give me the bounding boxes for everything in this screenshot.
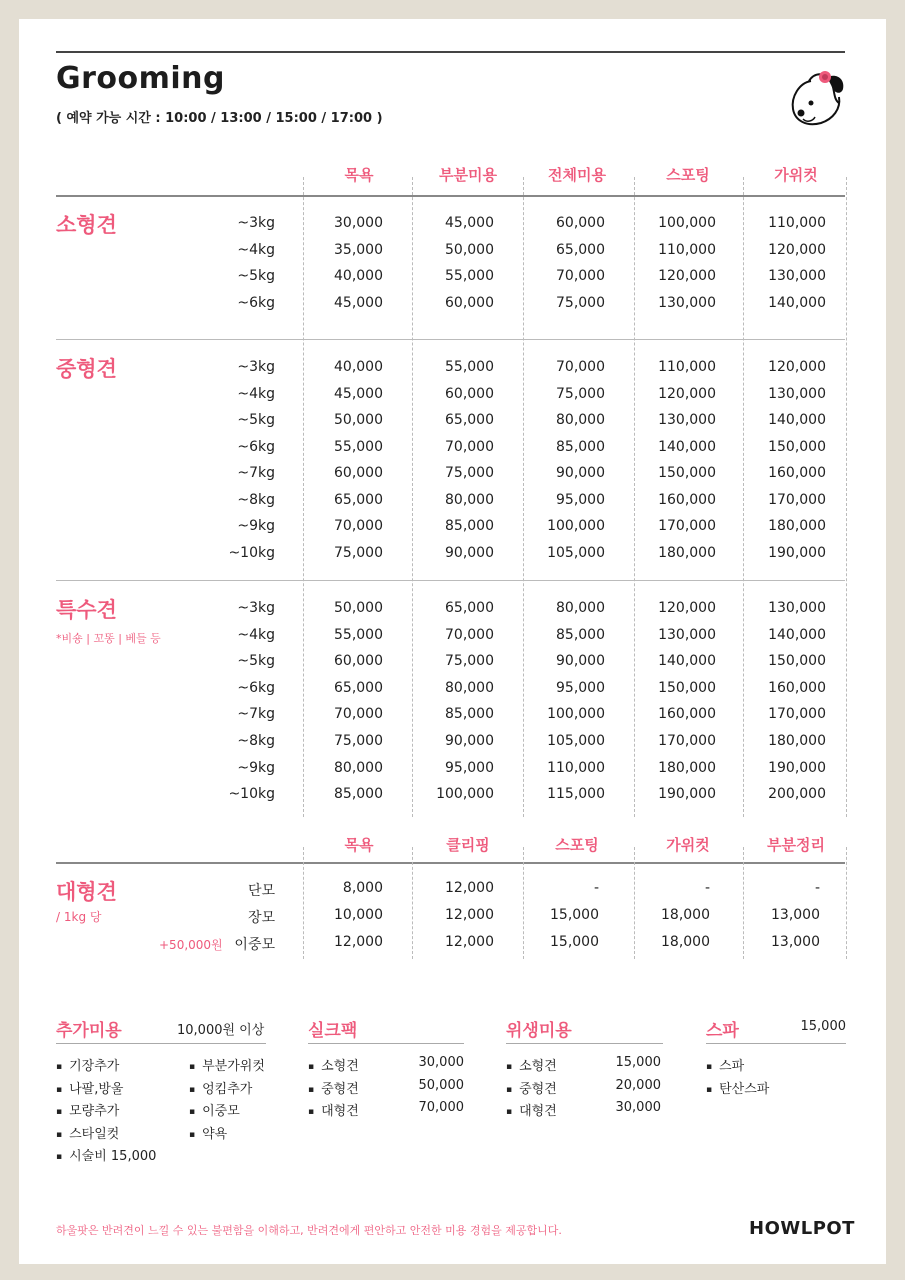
- price-cell: 140,000: [658, 438, 716, 455]
- price-cell: 110,000: [658, 241, 716, 258]
- weight-label: ~10kg: [228, 786, 275, 803]
- price-cell: 105,000: [547, 544, 605, 561]
- price-cell: 55,000: [445, 268, 494, 285]
- top-rule: [56, 51, 845, 53]
- column-header: 목욕: [344, 166, 374, 184]
- brand-logo: HOWLPOT: [749, 1218, 855, 1239]
- price-cell: 12,000: [445, 880, 494, 896]
- weight-label: ~7kg: [237, 706, 275, 723]
- price-cell: 60,000: [445, 385, 494, 402]
- price-cell: 100,000: [547, 518, 605, 534]
- price-cell: 75,000: [556, 385, 605, 402]
- weight-label: ~6kg: [237, 679, 275, 696]
- price-cell: -: [593, 880, 599, 896]
- price-cell: 45,000: [334, 385, 383, 402]
- price-cell: 150,000: [768, 438, 826, 455]
- weight-label: ~9kg: [237, 759, 275, 776]
- weight-label: ~5kg: [237, 653, 275, 670]
- coat-label: 장모: [247, 910, 275, 926]
- price-cell: 160,000: [658, 706, 716, 723]
- price-cell: 100,000: [658, 215, 716, 231]
- price-cell: 190,000: [658, 786, 716, 803]
- column-divider: [846, 847, 847, 959]
- hygiene-item-price: 30,000: [615, 1100, 661, 1115]
- price-cell: 70,000: [556, 268, 605, 285]
- weight-label: ~3kg: [237, 600, 275, 616]
- price-cell: -: [814, 880, 820, 896]
- weight-label: ~8kg: [237, 733, 275, 749]
- price-cell: 50,000: [334, 412, 383, 428]
- price-cell: 85,000: [445, 706, 494, 723]
- price-cell: 18,000: [661, 907, 710, 923]
- reservation-times: ( 예약 가능 시간 : 10:00 / 13:00 / 15:00 / 17:00 ): [56, 111, 383, 126]
- price-cell: 65,000: [334, 491, 383, 508]
- price-cell: 105,000: [547, 733, 605, 749]
- footer-message: 하울팟은 반려견이 느낄 수 있는 불편함을 이해하고, 반려견에게 편안하고 안전한 미용 경험을 제공합니다.: [56, 1224, 562, 1237]
- price-cell: 50,000: [445, 241, 494, 258]
- weight-label: ~9kg: [237, 518, 275, 534]
- price-cell: 55,000: [334, 438, 383, 455]
- hygiene-item-price: 15,000: [615, 1055, 661, 1070]
- price-cell: 115,000: [547, 786, 605, 803]
- section-rule: [308, 1043, 464, 1044]
- price-cell: 80,000: [556, 600, 605, 616]
- weight-label: ~8kg: [237, 491, 275, 508]
- extras-item: ▪ 시술비 15,000: [56, 1145, 156, 1164]
- spa-price: 15,000: [800, 1019, 846, 1034]
- column-header: 부분미용: [439, 166, 497, 184]
- price-cell: 12,000: [334, 934, 383, 950]
- price-cell: 130,000: [768, 385, 826, 402]
- column-header: 클리핑: [446, 836, 490, 854]
- price-cell: 90,000: [445, 544, 494, 561]
- price-cell: 150,000: [658, 465, 716, 481]
- section-rule: [506, 1043, 663, 1044]
- silk-title: 실크팩: [308, 1021, 358, 1041]
- column-header: 목욕: [344, 836, 374, 854]
- price-cell: -: [704, 880, 710, 896]
- price-cell: 100,000: [547, 706, 605, 723]
- price-cell: 130,000: [658, 626, 716, 643]
- price-cell: 120,000: [658, 385, 716, 402]
- price-cell: 150,000: [658, 679, 716, 696]
- category-note: / 1kg 당: [56, 910, 102, 924]
- extras-price: 10,000원 이상: [177, 1023, 265, 1038]
- dog-face-icon: [781, 63, 851, 133]
- group-rule: [56, 339, 845, 340]
- silk-item-price: 50,000: [418, 1077, 464, 1093]
- price-cell: 90,000: [556, 653, 605, 670]
- category-large: 대형견: [56, 880, 117, 904]
- spa-item: ▪ 스파: [706, 1055, 744, 1074]
- price-cell: 110,000: [768, 215, 826, 231]
- price-cell: 160,000: [658, 491, 716, 508]
- extras-item: ▪ 나팔,방울: [56, 1078, 123, 1097]
- price-cell: 50,000: [334, 600, 383, 616]
- column-header: 전체미용: [548, 166, 606, 184]
- price-cell: 65,000: [445, 600, 494, 616]
- extras-item: ▪ 모량추가: [56, 1100, 119, 1119]
- price-cell: 45,000: [334, 295, 383, 312]
- price-cell: 160,000: [768, 465, 826, 481]
- silk-item-price: 30,000: [418, 1055, 464, 1070]
- price-cell: 180,000: [768, 733, 826, 749]
- price-cell: 110,000: [658, 359, 716, 375]
- price-cell: 170,000: [768, 491, 826, 508]
- price-cell: 130,000: [658, 412, 716, 428]
- coat-label: 단모: [247, 883, 275, 899]
- price-cell: 200,000: [768, 786, 826, 803]
- price-cell: 85,000: [445, 518, 494, 534]
- price-cell: 85,000: [556, 626, 605, 643]
- price-cell: 140,000: [768, 412, 826, 428]
- section-rule: [706, 1043, 846, 1044]
- price-cell: 140,000: [768, 626, 826, 643]
- category-special: 특수견: [56, 598, 117, 622]
- hygiene-title: 위생미용: [506, 1021, 572, 1041]
- category-small: 소형견: [56, 213, 117, 237]
- spa-title: 스파: [706, 1021, 739, 1041]
- price-cell: 75,000: [445, 653, 494, 670]
- weight-label: ~5kg: [237, 412, 275, 428]
- silk-item-label: ▪ 소형견: [308, 1055, 359, 1074]
- price-cell: 70,000: [445, 626, 494, 643]
- surcharge-note: +50,000원: [159, 938, 223, 952]
- category-note: *비숑 | 꼬똥 | 베들 등: [56, 632, 161, 645]
- price-cell: 75,000: [334, 733, 383, 749]
- price-cell: 55,000: [445, 359, 494, 375]
- price-cell: 80,000: [556, 412, 605, 428]
- price-cell: 35,000: [334, 241, 383, 258]
- column-header: 가위컷: [774, 166, 818, 184]
- price-cell: 80,000: [445, 679, 494, 696]
- extras-item: ▪ 부분가위컷: [189, 1055, 265, 1074]
- price-cell: 120,000: [768, 359, 826, 375]
- weight-label: ~7kg: [237, 465, 275, 481]
- price-cell: 70,000: [334, 518, 383, 534]
- price-cell: 40,000: [334, 359, 383, 375]
- price-cell: 170,000: [658, 733, 716, 749]
- hygiene-item-label: ▪ 대형견: [506, 1100, 557, 1119]
- price-cell: 110,000: [547, 759, 605, 776]
- price-cell: 30,000: [334, 215, 383, 231]
- weight-label: ~6kg: [237, 295, 275, 312]
- price-cell: 160,000: [768, 679, 826, 696]
- price-cell: 60,000: [334, 465, 383, 481]
- hygiene-item-label: ▪ 중형견: [506, 1078, 557, 1097]
- price-cell: 8,000: [342, 880, 383, 896]
- price-cell: 95,000: [556, 679, 605, 696]
- price-cell: 190,000: [768, 544, 826, 561]
- extras-item: ▪ 약욕: [189, 1123, 227, 1142]
- price-cell: 180,000: [768, 518, 826, 534]
- price-cell: 60,000: [556, 215, 605, 231]
- price-cell: 140,000: [768, 295, 826, 312]
- price-cell: 70,000: [445, 438, 494, 455]
- price-cell: 180,000: [658, 759, 716, 776]
- price-cell: 90,000: [445, 733, 494, 749]
- section-rule: [56, 1043, 266, 1044]
- extras-item: ▪ 엉킴추가: [189, 1078, 252, 1097]
- price-cell: 80,000: [334, 759, 383, 776]
- price-cell: 18,000: [661, 934, 710, 950]
- header-rule: [56, 862, 845, 864]
- silk-item-price: 70,000: [418, 1100, 464, 1115]
- price-cell: 65,000: [556, 241, 605, 258]
- weight-label: ~10kg: [228, 544, 275, 561]
- price-cell: 120,000: [658, 268, 716, 285]
- header-rule: [56, 195, 845, 197]
- price-cell: 75,000: [556, 295, 605, 312]
- page-title: Grooming: [56, 61, 226, 96]
- column-header: 스포팅: [666, 166, 710, 184]
- column-header: 가위컷: [666, 836, 710, 854]
- category-medium: 중형견: [56, 357, 117, 381]
- price-cell: 15,000: [550, 934, 599, 950]
- price-cell: 13,000: [771, 907, 820, 923]
- price-cell: 60,000: [445, 295, 494, 312]
- price-cell: 70,000: [334, 706, 383, 723]
- price-cell: 12,000: [445, 907, 494, 923]
- weight-label: ~6kg: [237, 438, 275, 455]
- price-cell: 130,000: [768, 268, 826, 285]
- price-cell: 10,000: [334, 907, 383, 923]
- price-cell: 80,000: [445, 491, 494, 508]
- price-cell: 90,000: [556, 465, 605, 481]
- price-cell: 130,000: [768, 600, 826, 616]
- price-cell: 12,000: [445, 934, 494, 950]
- price-cell: 75,000: [445, 465, 494, 481]
- price-cell: 120,000: [768, 241, 826, 258]
- group-rule: [56, 580, 845, 581]
- weight-label: ~3kg: [237, 359, 275, 375]
- column-header: 스포팅: [555, 836, 599, 854]
- price-cell: 85,000: [556, 438, 605, 455]
- weight-label: ~3kg: [237, 215, 275, 231]
- price-cell: 60,000: [334, 653, 383, 670]
- silk-item-label: ▪ 중형견: [308, 1078, 359, 1097]
- extras-item: ▪ 이중모: [189, 1100, 240, 1119]
- price-cell: 95,000: [556, 491, 605, 508]
- weight-label: ~4kg: [237, 385, 275, 402]
- price-cell: 180,000: [658, 544, 716, 561]
- column-header: 부분정리: [767, 836, 825, 854]
- price-cell: 170,000: [768, 706, 826, 723]
- price-cell: 100,000: [436, 786, 494, 803]
- hygiene-item-label: ▪ 소형견: [506, 1055, 557, 1074]
- price-cell: 130,000: [658, 295, 716, 312]
- weight-label: ~5kg: [237, 268, 275, 285]
- price-cell: 95,000: [445, 759, 494, 776]
- price-cell: 170,000: [658, 518, 716, 534]
- price-cell: 65,000: [334, 679, 383, 696]
- price-cell: 13,000: [771, 934, 820, 950]
- weight-label: ~4kg: [237, 626, 275, 643]
- price-cell: 140,000: [658, 653, 716, 670]
- price-sheet: [19, 19, 886, 1264]
- hygiene-item-price: 20,000: [615, 1077, 661, 1093]
- extras-item: ▪ 기장추가: [56, 1055, 119, 1074]
- price-cell: 55,000: [334, 626, 383, 643]
- column-divider: [846, 177, 847, 817]
- extras-title: 추가미용: [56, 1021, 122, 1041]
- price-cell: 120,000: [658, 600, 716, 616]
- price-cell: 45,000: [445, 215, 494, 231]
- price-cell: 70,000: [556, 359, 605, 375]
- extras-item: ▪ 스타일컷: [56, 1123, 119, 1142]
- silk-item-label: ▪ 대형견: [308, 1100, 359, 1119]
- price-cell: 150,000: [768, 653, 826, 670]
- price-cell: 75,000: [334, 544, 383, 561]
- weight-label: ~4kg: [237, 241, 275, 258]
- price-cell: 15,000: [550, 907, 599, 923]
- price-cell: 85,000: [334, 786, 383, 803]
- price-cell: 40,000: [334, 268, 383, 285]
- coat-label: 이중모: [234, 937, 275, 953]
- price-cell: 65,000: [445, 412, 494, 428]
- spa-item: ▪ 탄산스파: [706, 1078, 769, 1097]
- price-cell: 190,000: [768, 759, 826, 776]
